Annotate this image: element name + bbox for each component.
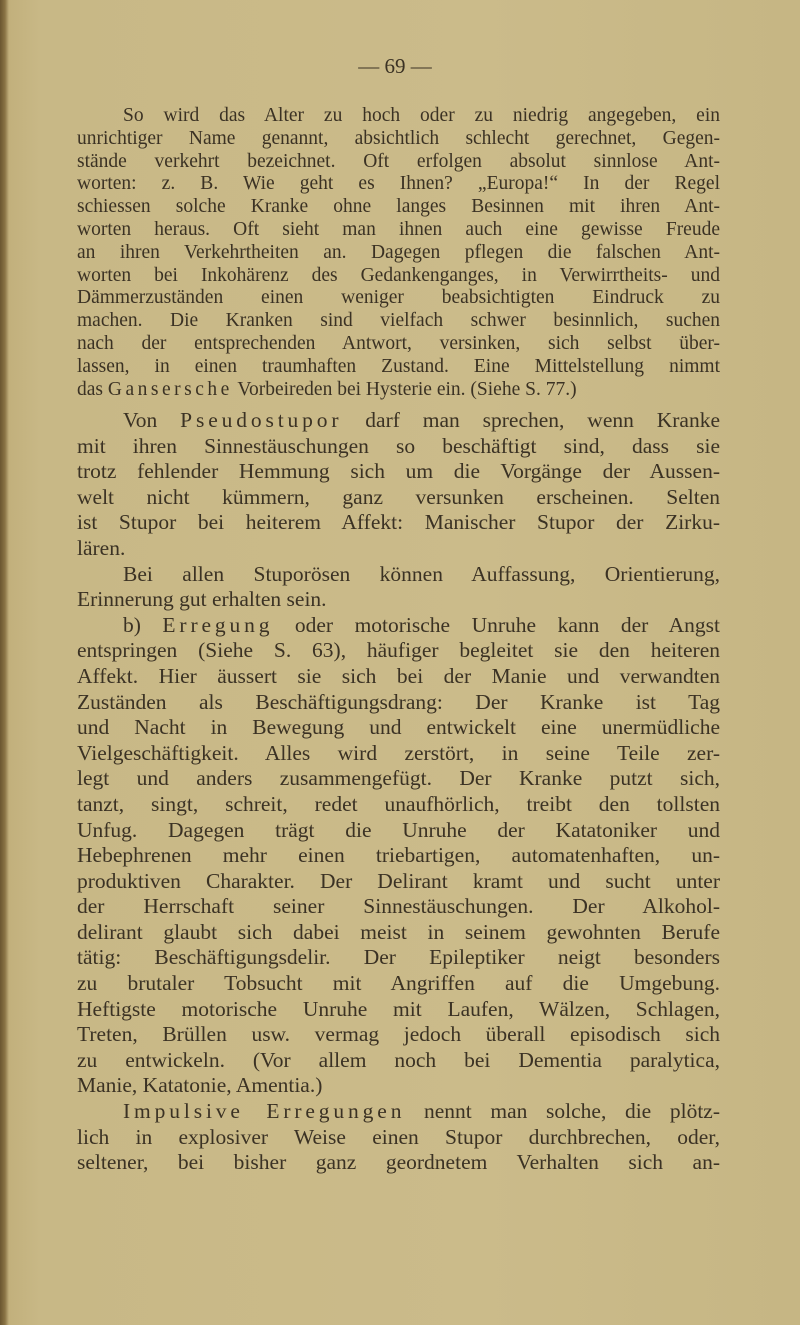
text-segment: Affekt. Hier äussert sie sich bei der Manie und verwandten (77, 663, 720, 688)
text-line (77, 356, 720, 379)
text-segment: seltener, bei bisher ganz geordnetem Verhalten sich an- (77, 1150, 720, 1175)
emphasized-term: Gansersche (107, 378, 233, 400)
text-segment: lären. (77, 535, 126, 560)
text-segment: worten heraus. Oft sieht man ihnen auch eine gewisse Freude (77, 218, 720, 240)
text-line (77, 894, 720, 920)
text-segment: Manie, Katatonie, Amentia.) (77, 1073, 323, 1098)
text-line (77, 766, 720, 792)
text-segment: tätig: Beschäftigungsdelir. Der Epileptiker neigt besonders (77, 945, 720, 970)
text-line (77, 536, 720, 562)
text-line (77, 379, 720, 402)
text-line (77, 287, 720, 310)
text-segment: unrichtiger Name genannt, absichtlich schlecht gerechnet, Gegen- (77, 127, 720, 149)
emphasized-term: Impulsive Erregungen (123, 1099, 406, 1124)
text-line (77, 869, 720, 895)
emphasized-term: Erregung (162, 612, 274, 637)
text-segment: machen. Die Kranken sind vielfach schwer besinnlich, suchen (77, 310, 720, 332)
text-line (77, 1150, 720, 1176)
text-line (77, 587, 720, 613)
text-segment: Vielgeschäftigkeit. Alles wird zerstört, in seine Teile zer- (77, 740, 720, 765)
text-segment: an ihren Verkehrtheiten an. Dagegen pflegen die falschen Ant- (77, 241, 720, 263)
text-line (77, 310, 720, 333)
text-line (77, 613, 720, 639)
text-segment: worten bei Inkohärenz des Gedankenganges, in Verwirrtheits- und (77, 264, 720, 286)
paragraph-1 (77, 105, 720, 401)
text-line (77, 128, 720, 151)
text-segment: zu brutaler Tobsucht mit Angriffen auf die Umgebung. (77, 971, 720, 996)
text-line (77, 1022, 720, 1048)
text-line (77, 1099, 720, 1125)
text-segment: zu entwickeln. (Vor allem noch bei Dementia paralytica, (77, 1047, 720, 1072)
text-segment: Treten, Brüllen usw. vermag jedoch überall episodisch sich (77, 1022, 720, 1047)
text-segment: schiessen solche Kranke ohne langes Besinnen mit ihren Ant- (77, 196, 720, 218)
text-line (77, 485, 720, 511)
section-2 (77, 408, 720, 1176)
text-line (77, 242, 720, 265)
text-segment: Erinnerung gut erhalten sein. (77, 587, 327, 612)
text-line (77, 945, 720, 971)
text-line (77, 408, 720, 434)
text-segment: Dämmerzuständen einen weniger beabsichtigten Eindruck zu (77, 287, 720, 309)
text-segment: tanzt, singt, schreit, redet unaufhörlich, treibt den tollsten (77, 791, 720, 816)
text-segment: nach der entsprechenden Antwort, versinken, sich selbst über- (77, 332, 720, 354)
text-line (77, 333, 720, 356)
text-line (77, 664, 720, 690)
text-line (77, 265, 720, 288)
text-line (77, 690, 720, 716)
text-line (77, 1073, 720, 1099)
text-segment: lich in explosiver Weise einen Stupor durchbrechen, oder, (77, 1124, 720, 1149)
text-segment: Hebephrenen mehr einen triebartigen, automatenhaften, un- (77, 843, 720, 868)
text-segment: das (77, 378, 108, 400)
text-segment: Bei allen Stuporösen können Auffassung, Orientierung, (123, 561, 720, 586)
text-line (77, 843, 720, 869)
text-line (77, 196, 720, 219)
text-line (77, 1048, 720, 1074)
text-segment: Heftigste motorische Unruhe mit Laufen, Wälzen, Schlagen, (77, 996, 720, 1021)
text-segment: Zuständen als Beschäftigungsdrang: Der Kranke ist Tag (77, 689, 720, 714)
text-line (77, 173, 720, 196)
text-segment: entspringen (Siehe S. 63), häufiger begleitet sie den heiteren (77, 638, 720, 663)
text-segment: der Herrschaft seiner Sinnestäuschungen. Der Alkohol- (77, 894, 720, 919)
emphasized-term: Pseudostupor (180, 408, 343, 432)
text-line (77, 105, 720, 128)
text-segment: lassen, in einen traumhaften Zustand. Eine Mittelstellung nimmt (77, 355, 720, 377)
text-segment: oder motorische Unruhe kann der Angst (273, 612, 720, 637)
text-line (77, 459, 720, 485)
text-line (77, 219, 720, 242)
text-line (77, 638, 720, 664)
text-line (77, 741, 720, 767)
text-line (77, 715, 720, 741)
text-segment: delirant glaubt sich dabei meist in seinem gewohnten Berufe (77, 919, 720, 944)
text-line (77, 818, 720, 844)
text-line (77, 510, 720, 536)
text-line (77, 997, 720, 1023)
text-segment: legt und anders zusammengefügt. Der Kranke putzt sich, (77, 766, 720, 791)
text-segment: worten: z. B. Wie geht es Ihnen? „Europa!“ In der Regel (77, 173, 720, 195)
text-segment: b) (123, 612, 163, 637)
text-segment: So wird das Alter zu hoch oder zu niedrig angegeben, ein (123, 105, 720, 126)
text-line (77, 434, 720, 460)
text-segment: und Nacht in Bewegung und entwickelt eine unermüdliche (77, 715, 720, 740)
text-segment: ist Stupor bei heiterem Affekt: Manischer Stupor der Zirku- (77, 510, 720, 535)
text-segment: darf man sprechen, wenn Kranke (342, 408, 720, 432)
text-line (77, 971, 720, 997)
text-segment: Vorbeireden bei Hysterie ein. (Siehe S. 77.) (232, 378, 577, 400)
text-segment: mit ihren Sinnestäuschungen so beschäftigt sind, dass sie (77, 433, 720, 458)
text-segment: Von (123, 408, 181, 432)
text-line (77, 562, 720, 588)
text-segment: welt nicht kümmern, ganz versunken erscheinen. Selten (77, 484, 720, 509)
text-segment: Unfug. Dagegen trägt die Unruhe der Katatoniker und (77, 817, 720, 842)
text-segment: trotz fehlender Hemmung sich um die Vorgänge der Aussen- (77, 459, 720, 484)
text-segment: stände verkehrt bezeichnet. Oft erfolgen absolut sinnlose Ant- (77, 150, 720, 172)
text-segment: produktiven Charakter. Der Delirant kramt und sucht unter (77, 868, 720, 893)
page-number: — 69 — (358, 54, 432, 78)
text-line (77, 920, 720, 946)
text-line (77, 151, 720, 174)
text-line (77, 792, 720, 818)
text-segment: nennt man solche, die plötz- (405, 1099, 721, 1124)
text-line (77, 1125, 720, 1151)
